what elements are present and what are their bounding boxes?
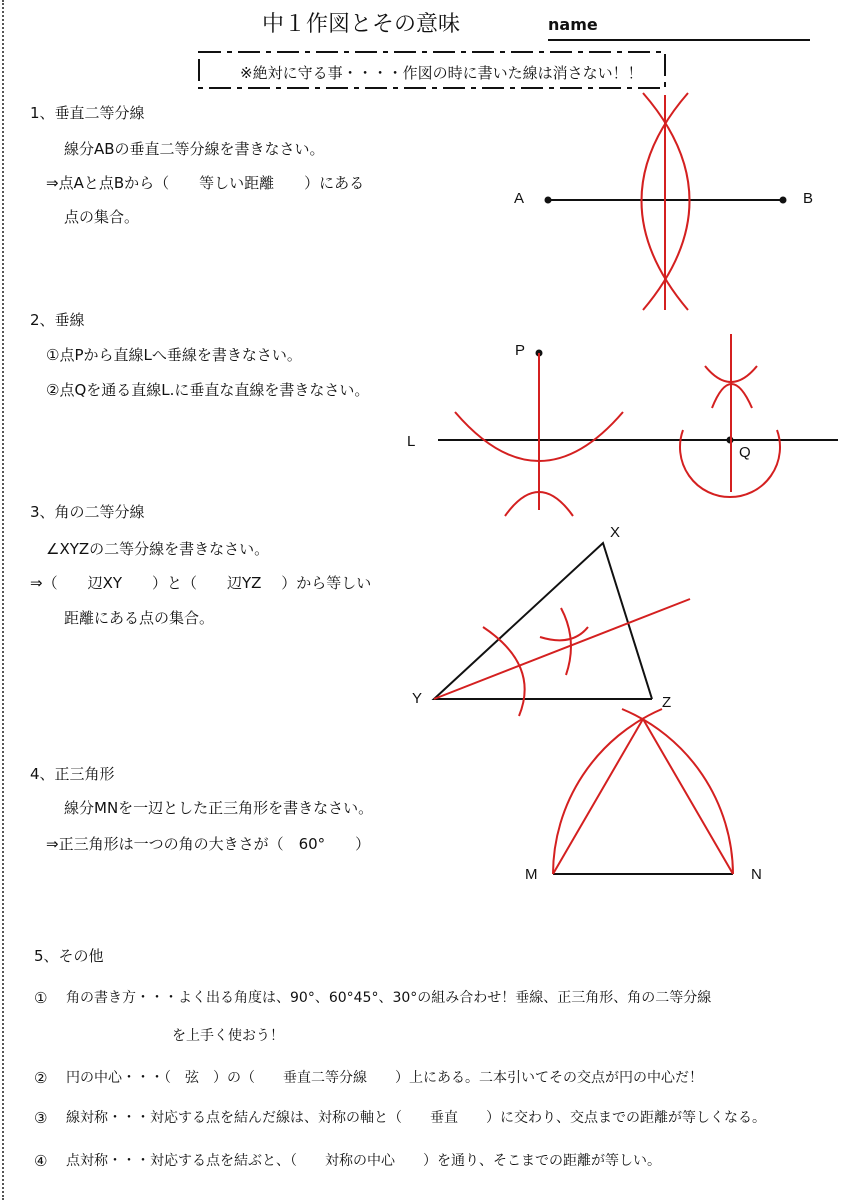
page-title: 中１作図とその意味 — [262, 12, 461, 37]
section2-line: ①点Pから直線Lへ垂線を書きなさい。 — [46, 346, 302, 364]
label-q: Q — [739, 444, 751, 461]
figure-angle-bisector — [434, 543, 690, 716]
side-m — [553, 719, 643, 874]
label-a: A — [514, 190, 525, 207]
arc-cross-b — [561, 608, 571, 675]
section1-line: 線分ABの垂直二等分線を書きなさい。 — [64, 140, 325, 158]
section5-item-text: 円の中心・・・（ 弦 ）の（ 垂直二等分線 ）上にある。二本引いてその交点が円の中心だ！ — [66, 1070, 703, 1086]
section5-item-num: ① — [34, 989, 48, 1007]
label-b: B — [803, 190, 814, 207]
section5-item-text: 角の書き方・・・よく出る角度は、90°、60°45°、30°の組み合わせ！垂線、正三角形、角の二等分線 — [66, 990, 712, 1006]
section3-line: ⇒（ 辺XY ）と（ 辺YZ ）から等しい — [30, 574, 372, 592]
name-label: name — [548, 15, 598, 34]
label-m: M — [525, 866, 538, 883]
label-l: L — [407, 433, 416, 450]
triangle-xyz — [434, 543, 652, 699]
section3-line: ∠XYZの二等分線を書きなさい。 — [46, 540, 270, 558]
arc-from-a — [643, 93, 690, 310]
section1-line: 点の集合。 — [64, 208, 140, 226]
arc-from-m — [622, 709, 733, 874]
section4-heading: 4、正三角形 — [30, 765, 115, 783]
section1-heading: 1、垂直二等分線 — [30, 104, 145, 122]
figure-equilateral — [553, 709, 733, 874]
label-x: X — [610, 524, 621, 541]
figure-perpendiculars — [438, 334, 838, 516]
section2-heading: 2、垂線 — [30, 311, 85, 329]
section5-item-num: ③ — [34, 1109, 48, 1127]
bisector-ray — [434, 599, 690, 699]
section5-item-text: 点対称・・・対応する点を結ぶと、（ 対称の中心 ）を通り、そこまでの距離が等しい。 — [66, 1153, 661, 1169]
arc-cross-a — [540, 627, 588, 640]
label-y: Y — [412, 690, 423, 707]
notice-text: ※絶対に守る事・・・・作図の時に書いた線は消さない！！ — [240, 64, 643, 82]
section5-heading: 5、その他 — [34, 947, 104, 965]
point-a — [545, 197, 552, 204]
label-n: N — [751, 866, 762, 883]
figure-perpendicular-bisector — [545, 93, 787, 310]
section3-line: 距離にある点の集合。 — [64, 609, 215, 627]
arc-from-n — [553, 709, 662, 874]
section3-heading: 3、角の二等分線 — [30, 503, 145, 521]
section4-line: 線分MNを一辺とした正三角形を書きなさい。 — [64, 799, 374, 817]
section1-line: ⇒点Aと点Bから（ 等しい距離 ）にある — [46, 174, 365, 192]
section5-item-num: ② — [34, 1069, 48, 1087]
label-p: P — [515, 342, 526, 359]
label-z: Z — [662, 694, 672, 711]
side-n — [643, 719, 733, 874]
point-b — [780, 197, 787, 204]
section5-item-text: 線対称・・・対応する点を結んだ線は、対称の軸と（ 垂直 ）に交わり、交点までの距離が等しくなる。 — [66, 1110, 766, 1126]
section5-item-num: ④ — [34, 1152, 48, 1170]
section2-line: ②点Qを通る直線L.に垂直な直線を書きなさい。 — [46, 381, 370, 399]
section5-item-cont: を上手く使おう！ — [172, 1028, 284, 1044]
section4-line: ⇒正三角形は一つの角の大きさが（ 60° ） — [46, 835, 371, 853]
